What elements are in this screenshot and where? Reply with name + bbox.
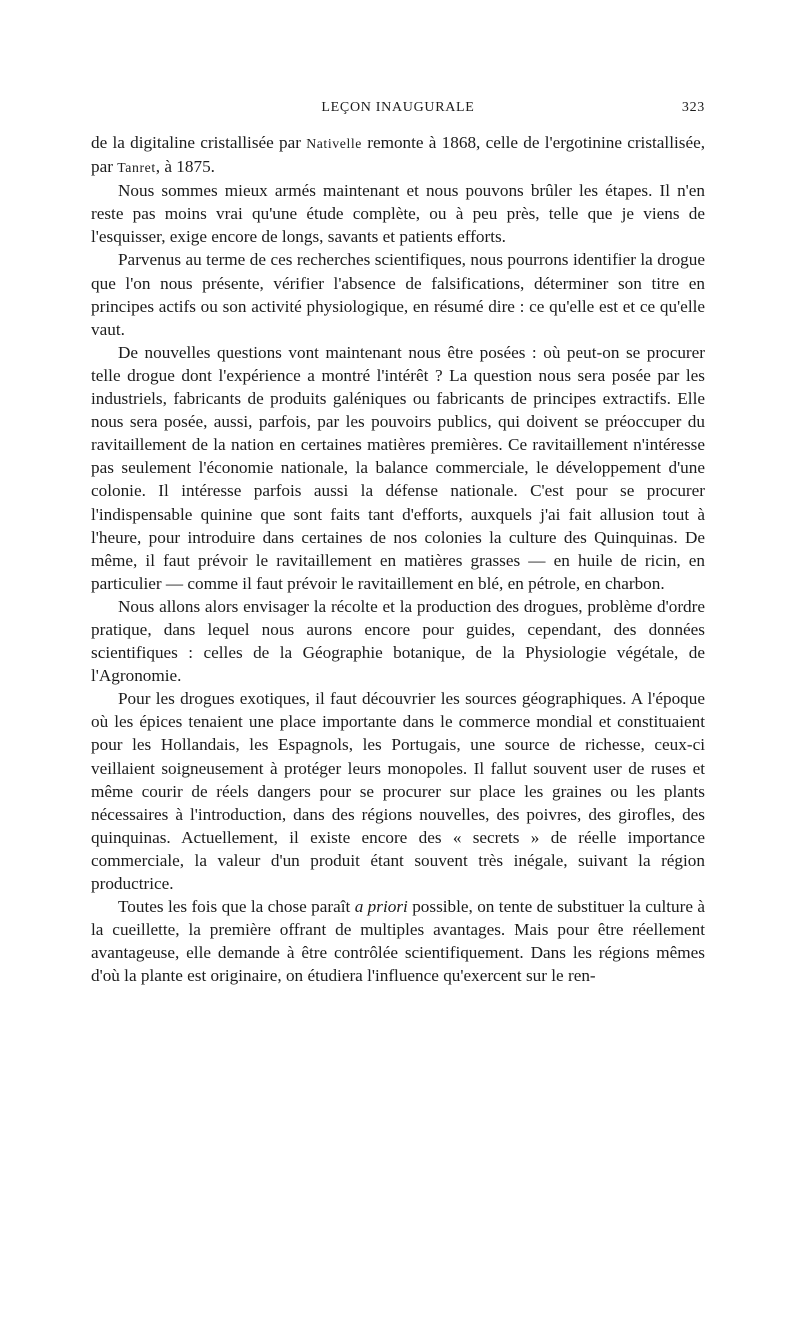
author-name: Nativelle bbox=[306, 136, 362, 151]
text-run: , à 1875. bbox=[155, 157, 215, 177]
text-run: Pour les drogues exotiques, il faut découvrier les sources géographiques. A l'époque où les épices tenaient une place importante dans le commerce mondial et constituaient pour les Hollandais, les Espagnols, les Portugais, une source de richesse, ceux-ci veillaient soigneusement à protéger leurs monopoles. Il fallut souvent user de ruses et même courir de réels dangers pour se procurer sur place les graines ou les plants nécessaires à l'introduction, dans des régions nouvelles, des poivres, des girofles, des quinquinas. Actuellement, il existe encore des « secrets » de réelle importance commerciale, la valeur d'un produit étant souvent très inégale, suivant la région productrice. bbox=[91, 689, 705, 893]
text-run: Nous sommes mieux armés maintenant et nous pouvons brûler les étapes. Il n'en reste pas moins vrai qu'une étude complète, ou à peu près, telle que je viens de l'esquisser, exige encore de longs, savants et patients efforts. bbox=[91, 181, 705, 247]
paragraph bbox=[91, 341, 705, 595]
paragraph bbox=[91, 248, 705, 340]
paragraph bbox=[91, 687, 705, 895]
text-run: Parvenus au terme de ces recherches scientifiques, nous pourrons identifier la drogue que l'on nous présente, vérifier l'absence de falsifications, déterminer son titre en principes actifs ou son activité physiologique, en résumé dire : ce qu'elle est et ce qu'elle vaut. bbox=[91, 250, 705, 339]
paragraph bbox=[91, 895, 705, 987]
paragraph bbox=[91, 179, 705, 248]
text-run: possible, on tente de substituer la culture à la cueillette, la première offrant de multiples avantages. Mais pour être réellement avantageuse, elle demande à être contrôlée scientifiquement. Dans les régions mêmes d'où la plante est originaire, on étudiera l'influence qu'exercent sur le ren- bbox=[91, 897, 705, 986]
text-run: De nouvelles questions vont maintenant nous être posées : où peut-on se procurer telle drogue dont l'expérience a montré l'intérêt ? La question nous sera posée par les industriels, fabricants de produits galéniques ou fabricants de principes extractifs. Elle nous sera posée, aussi, parfois, par les pouvoirs publics, qui doivent se préoccuper du ravitaillement de la nation en certaines matières premières. Ce ravitaillement n'intéresse pas seulement l'économie nationale, la balance commerciale, le développement d'une colonie. Il intéresse parfois aussi la défense nationale. C'est pour se procurer l'indispensable quinine que sont faits tant d'efforts, auxquels j'ai fait allusion tout à l'heure, pour introduire dans certaines de nos colonies la culture des Quinquinas. De même, il faut prévoir le ravitaillement en matières grasses — en huile de ricin, en particulier — comme il faut prévoir le ravitaillement en blé, en pétrole, en charbon. bbox=[91, 342, 705, 593]
author-name: Tanret bbox=[117, 160, 156, 176]
paragraph bbox=[91, 595, 705, 687]
text-run: remonte à 1868, celle de l'ergotinine cristallisée, par bbox=[91, 133, 705, 177]
text-run: Nous allons alors envisager la récolte et la production des drogues, problème d'ordre pratique, dans lequel nous aurons encore pour guides, cependant, des données scientifiques : celles de la Géographie botanique, de la Physiologie végétale, de l'Agronomie. bbox=[91, 596, 705, 686]
page-number: 323 bbox=[681, 100, 705, 115]
running-head bbox=[91, 96, 705, 120]
running-title: LEÇON INAUGURALE bbox=[321, 100, 475, 115]
text-run: Toutes les fois que la chose paraît bbox=[118, 897, 355, 917]
paragraph bbox=[91, 131, 705, 179]
italic-phrase: a priori bbox=[354, 897, 408, 917]
text-run: de la digitaline cristallisée par bbox=[91, 133, 307, 152]
book-page bbox=[91, 96, 705, 987]
